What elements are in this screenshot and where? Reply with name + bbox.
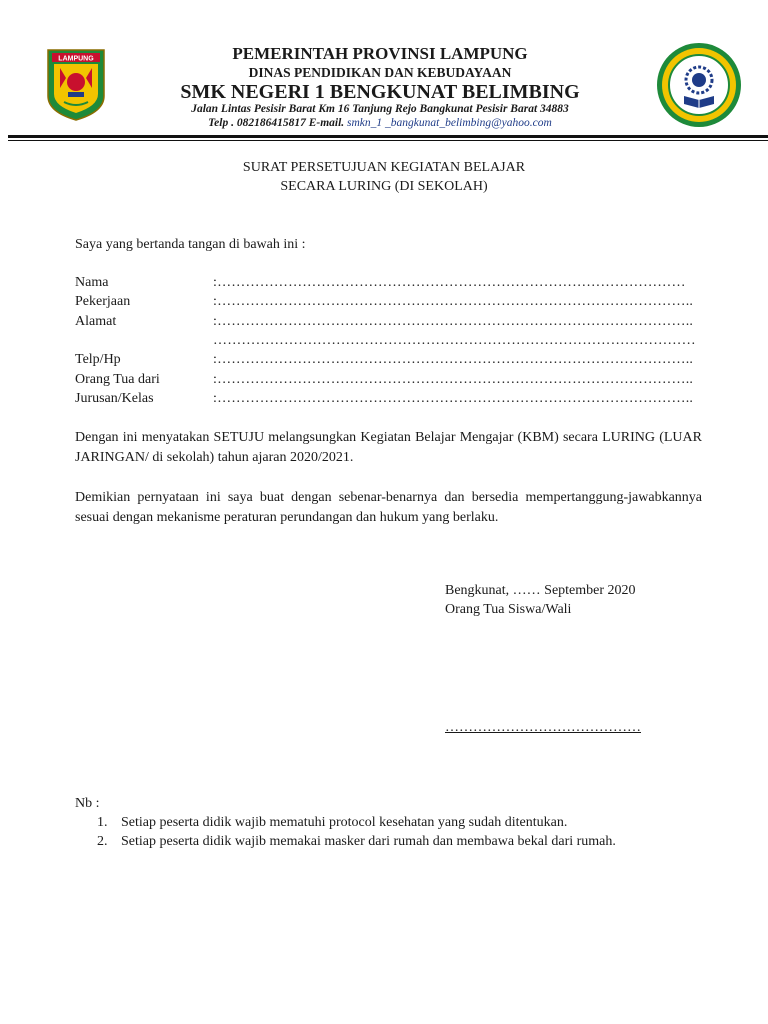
field-label-telp: Telp/Hp — [75, 352, 121, 367]
letterhead-contact — [130, 117, 630, 129]
intro-text: Saya yang bertanda tangan di bawah ini : — [75, 237, 306, 252]
letterhead-department: DINAS PENDIDIKAN DAN KEBUDAYAAN — [248, 65, 512, 80]
declaration-paragraph: Demikian pernyataan ini saya buat dengan sebenar-benarnya dan bersedia mempertanggung-jawabkannya sesuai dengan mekanisme peraturan perundangan dan hukum yang berlaku. — [75, 490, 702, 525]
document-subtitle: SECARA LURING (DI SEKOLAH) — [280, 179, 488, 194]
field-label-pekerjaan: Pekerjaan — [75, 294, 131, 309]
note-number: 1. — [97, 815, 108, 830]
note-item — [97, 815, 567, 831]
svg-text:LAMPUNG: LAMPUNG — [58, 55, 94, 63]
contact-email: smkn_1 _bangkunat_belimbing@yahoo.com — [347, 117, 552, 129]
consent-paragraph: Dengan ini menyatakan SETUJU melangsungkan Kegiatan Belajar Mengajar (KBM) secara LURING (LUAR JARINGAN/ di sekolah) tahun ajaran 2020/2021. — [75, 430, 702, 465]
note-text: Setiap peserta didik wajib mematuhi protocol kesehatan yang sudah ditentukan. — [121, 815, 568, 830]
field-blank-orang-tua[interactable]: :……………………………………………………………………………………….. — [213, 372, 694, 387]
school-seal-logo — [656, 42, 742, 128]
note-number: 2. — [97, 834, 108, 849]
field-label-orang-tua: Orang Tua dari — [75, 372, 160, 387]
letterhead-government: PEMERINTAH PROVINSI LAMPUNG — [232, 44, 528, 63]
field-blank-pekerjaan[interactable]: :……………………………………………………………………………………….. — [213, 294, 694, 309]
field-blank-jurusan-kelas[interactable]: :……………………………………………………………………………………….. — [213, 391, 694, 406]
letterhead-rule-thick — [8, 135, 768, 138]
letterhead-address: Jalan Lintas Pesisir Barat Km 16 Tanjung Rejo Bangkunat Pesisir Barat 34883 — [191, 103, 569, 115]
contact-phone: Telp . 082186415817 E-mail. — [208, 117, 348, 129]
signature-line[interactable]: …………………………………… — [445, 720, 641, 735]
letterhead-school-name: SMK NEGERI 1 BENGKUNAT BELIMBING — [180, 81, 580, 103]
field-blank-alamat-line2[interactable]: ………………………………………………………………………………………… — [213, 333, 696, 348]
signature-place-date: Bengkunat, …… September 2020 — [445, 583, 636, 598]
letterhead-rule-thin — [8, 140, 768, 141]
note-item — [97, 834, 616, 850]
note-text: Setiap peserta didik wajib memakai masker dari rumah dan membawa bekal dari rumah. — [121, 834, 616, 849]
signature-role: Orang Tua Siswa/Wali — [445, 602, 572, 617]
notes-heading: Nb : — [75, 796, 100, 811]
lampung-emblem-logo — [46, 48, 106, 122]
field-blank-nama[interactable]: :……………………………………………………………………………………… — [213, 275, 686, 290]
field-blank-telp[interactable]: :……………………………………………………………………………………….. — [213, 352, 694, 367]
field-label-jurusan-kelas: Jurusan/Kelas — [75, 391, 154, 406]
field-blank-alamat[interactable]: :……………………………………………………………………………………….. — [213, 314, 694, 329]
field-label-nama: Nama — [75, 275, 109, 290]
document-title: SURAT PERSETUJUAN KEGIATAN BELAJAR — [242, 160, 526, 175]
field-label-alamat: Alamat — [75, 314, 117, 329]
